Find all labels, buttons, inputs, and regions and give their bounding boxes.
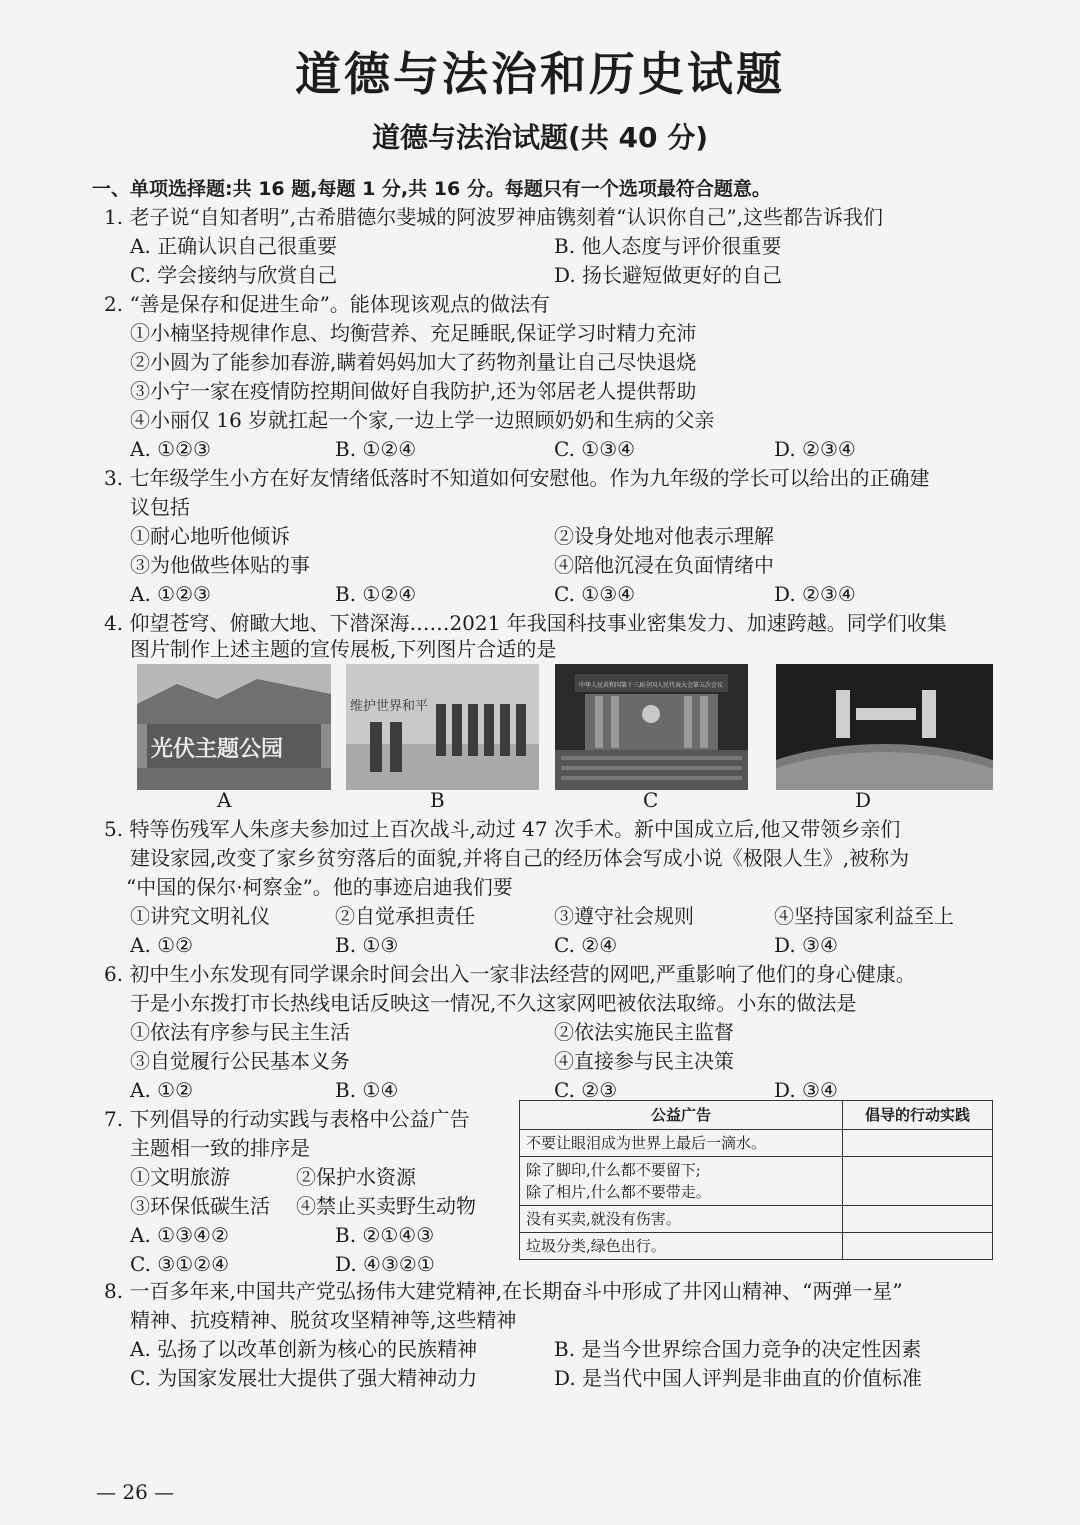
q7-option-a: A. ①③④② bbox=[130, 1223, 229, 1247]
q7-statement-4: ④禁止买卖野生动物 bbox=[296, 1194, 476, 1218]
photo-label-b: B bbox=[430, 788, 445, 812]
table-row bbox=[520, 1157, 993, 1206]
q5-option-b: B. ①③ bbox=[335, 933, 399, 957]
q6-option-a: A. ①② bbox=[130, 1078, 194, 1102]
q1-option-c: C. 学会接纳与欣赏自己 bbox=[130, 263, 338, 287]
q8-stem-line1: 8. 一百多年来,中国共产党弘扬伟大建党精神,在长期奋斗中形成了井冈山精神、“两弹一星” bbox=[104, 1279, 903, 1303]
psa-practice-cell bbox=[843, 1233, 993, 1260]
q2-option-c: C. ①③④ bbox=[554, 437, 636, 461]
q7-statement-3: ③环保低碳生活 bbox=[130, 1194, 270, 1218]
q2-option-a: A. ①②③ bbox=[130, 437, 211, 461]
q1-option-d: D. 扬长避短做更好的自己 bbox=[554, 263, 783, 287]
q4-stem-line1: 4. 仰望苍穹、俯瞰大地、下潜深海……2021 年我国科技事业密集发力、加速跨越。同学们收集 bbox=[104, 611, 947, 635]
q6-stem-line2: 于是小东拨打市长热线电话反映这一情况,不久这家网吧被依法取缔。小东的做法是 bbox=[130, 991, 857, 1015]
q6-statement-3: ③自觉履行公民基本义务 bbox=[130, 1049, 350, 1073]
q3-statement-3: ③为他做些体贴的事 bbox=[130, 553, 310, 577]
q2-option-b: B. ①②④ bbox=[335, 437, 417, 461]
q6-statement-1: ①依法有序参与民主生活 bbox=[130, 1020, 350, 1044]
table-row bbox=[520, 1206, 993, 1233]
q2-stem: 2. “善是保存和促进生命”。能体现该观点的做法有 bbox=[104, 292, 550, 316]
q7-option-b: B. ②①④③ bbox=[335, 1223, 435, 1247]
photo-label-d: D bbox=[855, 788, 872, 812]
q3-statement-1: ①耐心地听他倾诉 bbox=[130, 524, 290, 548]
psa-col-practice: 倡导的行动实践 bbox=[843, 1101, 993, 1130]
psa-table-header bbox=[520, 1101, 993, 1130]
q2-option-d: D. ②③④ bbox=[774, 437, 856, 461]
q6-stem-line1: 6. 初中生小东发现有同学课余时间会出入一家非法经营的网吧,严重影响了他们的身心健康。 bbox=[104, 962, 916, 986]
page-number: — 26 — bbox=[96, 1480, 175, 1504]
q5-statement-2: ②自觉承担责任 bbox=[335, 904, 475, 928]
q2-statement-1: ①小楠坚持规律作息、均衡营养、充足睡眠,保证学习时精力充沛 bbox=[130, 321, 697, 345]
photo-d-space-station bbox=[776, 664, 993, 790]
photo-a-sign: 光伏主题公园 bbox=[151, 737, 284, 762]
q7-stem-line2: 主题相一致的排序是 bbox=[130, 1136, 310, 1160]
psa-col-ad: 公益广告 bbox=[520, 1101, 843, 1130]
q1-option-b: B. 他人态度与评价很重要 bbox=[554, 234, 782, 258]
q1-stem: 1. 老子说“自知者明”,古希腊德尔斐城的阿波罗神庙镌刻着“认识你自己”,这些都告诉我们 bbox=[104, 205, 884, 229]
photo-c-npc-session bbox=[555, 664, 748, 790]
q8-option-c: C. 为国家发展壮大提供了强大精神动力 bbox=[130, 1366, 478, 1390]
q4-stem-line2: 图片制作上述主题的宣传展板,下列图片合适的是 bbox=[130, 637, 557, 661]
q7-statement-2: ②保护水资源 bbox=[296, 1165, 416, 1189]
q7-stem-line1: 7. 下列倡导的行动实践与表格中公益广告 bbox=[104, 1107, 470, 1131]
q3-option-b: B. ①②④ bbox=[335, 582, 417, 606]
q5-statement-3: ③遵守社会规则 bbox=[554, 904, 694, 928]
q6-option-d: D. ③④ bbox=[774, 1078, 838, 1102]
q8-option-d: D. 是当代中国人评判是非曲直的价值标准 bbox=[554, 1366, 923, 1390]
q6-statement-2: ②依法实施民主监督 bbox=[554, 1020, 734, 1044]
q2-statement-2: ②小圆为了能参加春游,瞒着妈妈加大了药物剂量让自己尽快退烧 bbox=[130, 350, 697, 374]
q8-stem-line2: 精神、抗疫精神、脱贫攻坚精神等,这些精神 bbox=[130, 1308, 517, 1332]
q8-option-b: B. 是当今世界综合国力竞争的决定性因素 bbox=[554, 1337, 922, 1361]
psa-table bbox=[519, 1100, 993, 1260]
q3-statement-4: ④陪他沉浸在负面情绪中 bbox=[554, 553, 774, 577]
q7-option-d: D. ④③②① bbox=[335, 1252, 435, 1276]
page-subtitle: 道德与法治试题(共 40 分) bbox=[371, 121, 709, 154]
q3-option-a: A. ①②③ bbox=[130, 582, 211, 606]
q1-option-a: A. 正确认识自己很重要 bbox=[130, 234, 338, 258]
q7-statement-1: ①文明旅游 bbox=[130, 1165, 230, 1189]
photo-label-c: C bbox=[643, 788, 659, 812]
psa-ad-2-line1: 除了脚印,什么都不要留下; bbox=[526, 1161, 701, 1179]
q5-option-a: A. ①② bbox=[130, 933, 194, 957]
psa-practice-cell bbox=[843, 1157, 993, 1206]
q6-option-b: B. ①④ bbox=[335, 1078, 399, 1102]
q8-option-a: A. 弘扬了以改革创新为核心的民族精神 bbox=[130, 1337, 478, 1361]
table-row bbox=[520, 1130, 993, 1157]
q3-stem-line2: 议包括 bbox=[130, 495, 190, 519]
psa-ad-4: 垃圾分类,绿色出行。 bbox=[520, 1233, 843, 1260]
psa-ad-3: 没有买卖,就没有伤害。 bbox=[520, 1206, 843, 1233]
q2-statement-4: ④小丽仅 16 岁就扛起一个家,一边上学一边照顾奶奶和生病的父亲 bbox=[130, 408, 715, 432]
q6-option-c: C. ②③ bbox=[554, 1078, 618, 1102]
q3-option-c: C. ①③④ bbox=[554, 582, 636, 606]
q3-option-d: D. ②③④ bbox=[774, 582, 856, 606]
psa-ad-1: 不要让眼泪成为世界上最后一滴水。 bbox=[520, 1130, 843, 1157]
q5-option-d: D. ③④ bbox=[774, 933, 838, 957]
q6-statement-4: ④直接参与民主决策 bbox=[554, 1049, 734, 1073]
q5-stem-line3: “中国的保尔·柯察金”。他的事迹启迪我们要 bbox=[126, 875, 513, 899]
psa-ad-2-line2: 除了相片,什么都不要带走。 bbox=[526, 1183, 711, 1201]
psa-ad-2 bbox=[520, 1157, 843, 1206]
section-heading: 一、单项选择题:共 16 题,每题 1 分,共 16 分。每题只有一个选项最符合题意。 bbox=[92, 178, 771, 200]
page-title: 道德与法治和历史试题 bbox=[295, 47, 785, 101]
q2-statement-3: ③小宁一家在疫情防控期间做好自我防护,还为邻居老人提供帮助 bbox=[130, 379, 697, 403]
q3-stem-line1: 3. 七年级学生小方在好友情绪低落时不知道如何安慰他。作为九年级的学长可以给出的正确建 bbox=[104, 466, 930, 490]
q3-statement-2: ②设身处地对他表示理解 bbox=[554, 524, 774, 548]
q5-stem-line1: 5. 特等伤残军人朱彦夫参加过上百次战斗,动过 47 次手术。新中国成立后,他又带领乡亲们 bbox=[104, 817, 901, 841]
table-row bbox=[520, 1233, 993, 1260]
q5-statement-1: ①讲究文明礼仪 bbox=[130, 904, 270, 928]
photo-label-a: A bbox=[217, 788, 232, 812]
psa-practice-cell bbox=[843, 1130, 993, 1157]
photo-c-banner: 中华人民共和国第十三届全国人民代表大会第五次会议 bbox=[578, 682, 724, 689]
photo-a-solar-park bbox=[137, 664, 331, 790]
photo-b-peacekeepers bbox=[346, 664, 539, 790]
photo-b-banner: 维护世界和平 bbox=[350, 699, 429, 714]
q5-option-c: C. ②④ bbox=[554, 933, 618, 957]
q7-option-c: C. ③①②④ bbox=[130, 1252, 230, 1276]
q5-statement-4: ④坚持国家利益至上 bbox=[774, 904, 954, 928]
q5-stem-line2: 建设家园,改变了家乡贫穷落后的面貌,并将自己的经历体会写成小说《极限人生》,被称为 bbox=[130, 846, 910, 870]
psa-practice-cell bbox=[843, 1206, 993, 1233]
